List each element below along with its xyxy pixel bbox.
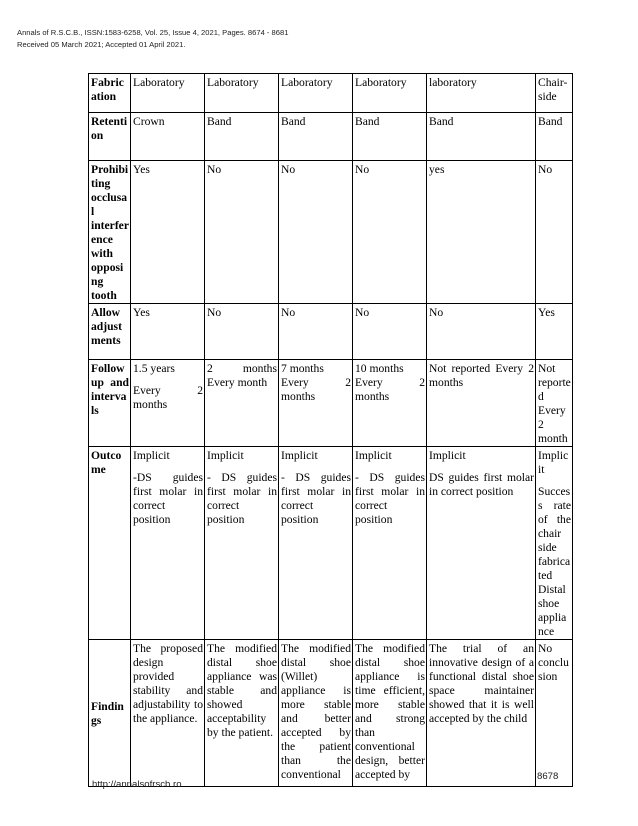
cell-line: - DS guides first molar in correct position bbox=[355, 471, 425, 526]
table-row-adjustments bbox=[89, 304, 573, 360]
row-label-prohibiting: Prohibiting occlusal interference with opposing tooth bbox=[89, 161, 131, 304]
table-cell: No bbox=[279, 161, 353, 304]
table-cell: No bbox=[353, 304, 427, 360]
table-cell: Crown bbox=[131, 113, 205, 161]
row-label-outcome: Outcome bbox=[89, 447, 131, 640]
footer-url: http://annalsofrscb.ro bbox=[92, 779, 182, 790]
cell-line: Every 2 months bbox=[281, 376, 351, 403]
journal-header bbox=[17, 27, 288, 51]
table-cell bbox=[427, 360, 536, 447]
cell-line: Implicit bbox=[355, 449, 392, 462]
cell-line: -DS guides first molar in correct position bbox=[133, 471, 203, 526]
table-cell bbox=[205, 447, 279, 640]
table-cell: The modified distal shoe appliance is time efficient, more stable and strong than conventional design, better accepted by bbox=[353, 640, 427, 787]
table-cell: laboratory bbox=[427, 74, 536, 113]
table-cell bbox=[131, 360, 205, 447]
table-cell: The trial of an innovative design of a functional distal shoe space maintainer showed that it is well accepted by the child bbox=[427, 640, 536, 787]
table-cell: Yes bbox=[131, 304, 205, 360]
table-cell: No bbox=[427, 304, 536, 360]
cell-line: Every 2 months bbox=[133, 384, 203, 411]
cell-line: Every 2 months bbox=[355, 376, 425, 403]
table-cell: Band bbox=[205, 113, 279, 161]
table-cell bbox=[536, 360, 573, 447]
cell-line: Implicit bbox=[133, 449, 170, 462]
table-cell: Band bbox=[353, 113, 427, 161]
table-cell: Chair-side bbox=[536, 74, 573, 113]
table-cell: yes bbox=[427, 161, 536, 304]
row-label-adjustments: Allow adjustments bbox=[89, 304, 131, 360]
table-cell: Laboratory bbox=[205, 74, 279, 113]
table-row-outcome bbox=[89, 447, 573, 640]
table-cell: No bbox=[205, 161, 279, 304]
table-cell bbox=[279, 447, 353, 640]
table-cell: Yes bbox=[536, 304, 573, 360]
table-cell: No bbox=[536, 161, 573, 304]
cell-line: 2 months Every month bbox=[207, 362, 277, 389]
cell-line: Implicit bbox=[207, 449, 244, 462]
cell-line: Not reported Every 2 months bbox=[429, 362, 534, 389]
row-label-findings: Findings bbox=[89, 640, 131, 787]
table-cell bbox=[427, 447, 536, 640]
table-cell bbox=[279, 360, 353, 447]
table-cell: Laboratory bbox=[131, 74, 205, 113]
journal-citation: Annals of R.S.C.B., ISSN:1583-6258, Vol. 25, Issue 4, 2021, Pages. 8674 - 8681 bbox=[17, 28, 289, 37]
cell-line: - DS guides first molar in correct position bbox=[281, 471, 351, 526]
table-cell: The modified distal shoe (Willet) appliance is more stable and better accepted by the patient than the conventional bbox=[279, 640, 353, 787]
table-cell bbox=[353, 360, 427, 447]
row-label-follow-up: Follow up and intervals bbox=[89, 360, 131, 447]
cell-line: 10 months bbox=[355, 362, 404, 375]
table-cell: Laboratory bbox=[353, 74, 427, 113]
table-cell: Laboratory bbox=[279, 74, 353, 113]
cell-line: Implicit bbox=[429, 449, 466, 462]
cell-line: Success rate of the chair side fabricated Distal shoe appliance bbox=[538, 485, 571, 638]
table-cell: No bbox=[353, 161, 427, 304]
cell-line: - DS guides first molar in correct position bbox=[207, 471, 277, 526]
table-cell: The modified distal shoe appliance was stable and showed acceptability by the patient. bbox=[205, 640, 279, 787]
table-cell bbox=[131, 447, 205, 640]
table-cell: Band bbox=[536, 113, 573, 161]
page-number: 8678 bbox=[537, 771, 559, 782]
table-cell bbox=[205, 360, 279, 447]
table-cell: Yes bbox=[131, 161, 205, 304]
received-accepted-dates: Received 05 March 2021; Accepted 01 April 2021. bbox=[17, 40, 186, 49]
cell-line: 7 months bbox=[281, 362, 324, 375]
table-cell: No conclusion bbox=[536, 640, 573, 787]
cell-line: DS guides first molar in correct position bbox=[429, 471, 534, 498]
comparison-table bbox=[88, 73, 573, 787]
table-cell: No bbox=[279, 304, 353, 360]
table-cell bbox=[536, 447, 573, 640]
table-cell: No bbox=[205, 304, 279, 360]
table-row-follow-up bbox=[89, 360, 573, 447]
table-row-retention bbox=[89, 113, 573, 161]
row-label-retention: Retention bbox=[89, 113, 131, 161]
table-cell: Band bbox=[427, 113, 536, 161]
table-cell: The proposed design provided stability and adjustability to the appliance. bbox=[131, 640, 205, 787]
cell-line: Implicit bbox=[281, 449, 318, 462]
table-row-findings bbox=[89, 640, 573, 787]
cell-line: 1.5 years bbox=[133, 362, 175, 375]
table-row-prohibiting bbox=[89, 161, 573, 304]
table-cell bbox=[353, 447, 427, 640]
table-cell: Band bbox=[279, 113, 353, 161]
cell-line: Not reported Every 2 month bbox=[538, 362, 571, 445]
row-label-fabrication: Fabrication bbox=[89, 74, 131, 113]
table-row-fabrication bbox=[89, 74, 573, 113]
cell-line: Implicit bbox=[538, 449, 569, 476]
